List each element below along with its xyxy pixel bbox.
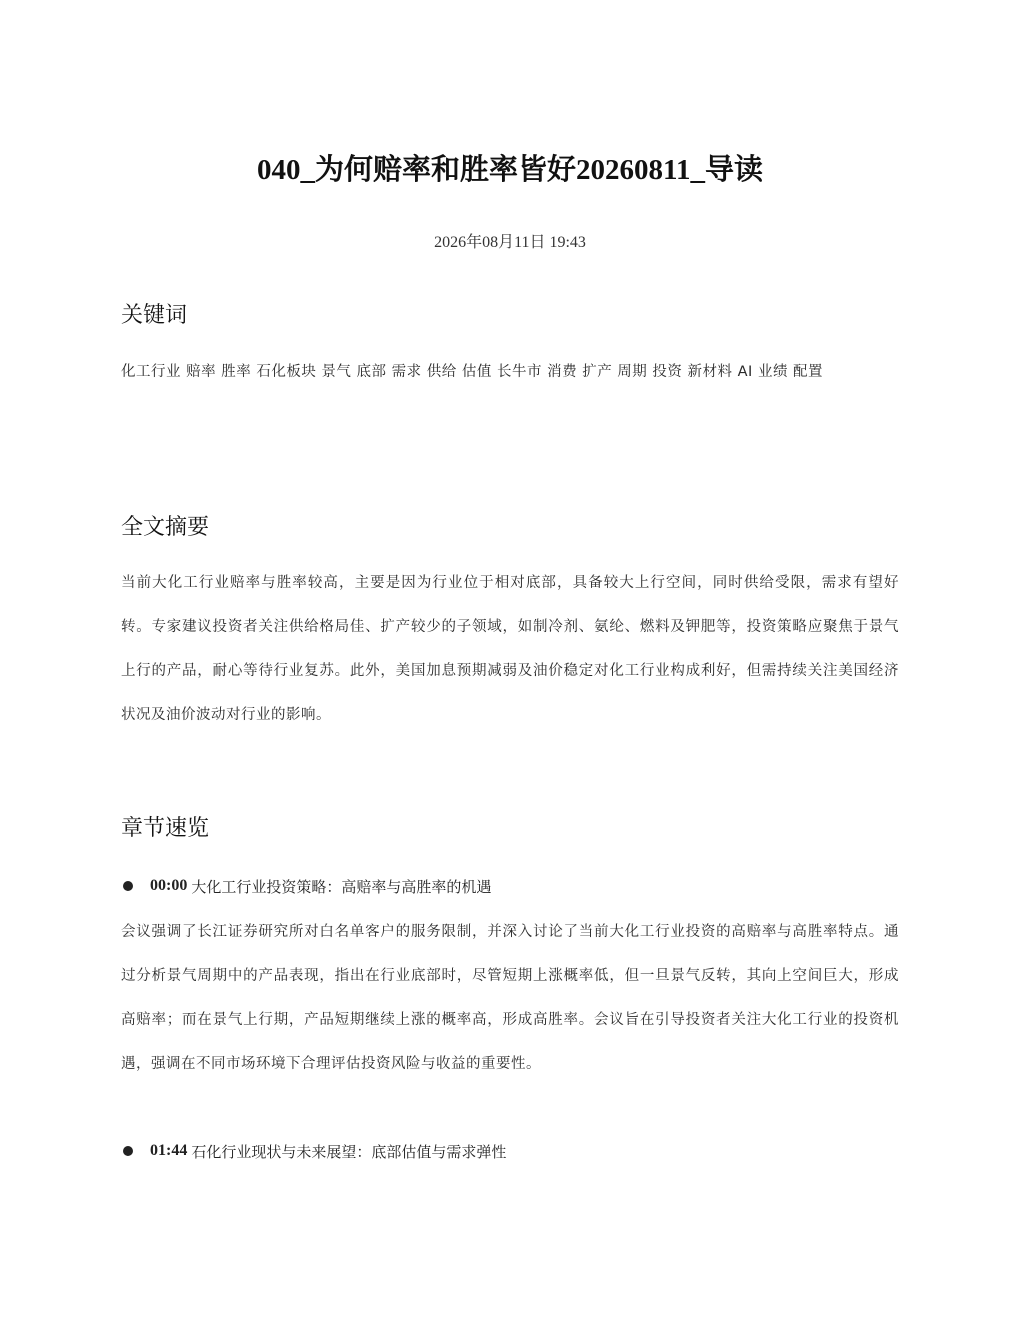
chapter-item [121, 873, 899, 899]
chapter-timestamp: 00:00 [150, 877, 188, 894]
document-title: 040_为何赔率和胜率皆好20260811_导读 [257, 154, 763, 186]
chapter-title: 石化行业现状与未来展望：底部估值与需求弹性 [191, 1142, 507, 1161]
document-date: 2026年08月11日 19:43 [434, 234, 586, 251]
chapter-timestamp: 01:44 [150, 1142, 188, 1159]
chapter-item [121, 1138, 899, 1164]
summary-heading: 全文摘要 [121, 515, 210, 540]
keywords-text: 化工行业 赔率 胜率 石化板块 景气 底部 需求 供给 估值 长牛市 消费 扩产 周期 投资 新材料 AI 业绩 配置 [121, 364, 824, 380]
bullet-icon [123, 1146, 133, 1156]
bullet-icon [123, 881, 133, 891]
chapter-title: 大化工行业投资策略：高赔率与高胜率的机遇 [191, 877, 492, 896]
chapter-description: 会议强调了长江证券研究所对白名单客户的服务限制，并深入讨论了当前大化工行业投资的高赔率与高胜率特点。通过分析景气周期中的产品表现，指出在行业底部时，尽管短期上涨概率低，但一旦景气反转，其向上空间巨大，形成高赔率；而在景气上行期，产品短期继续上涨的概率高，形成高胜率。会议旨在引导投资者关注大化工行业的投资机遇，强调在不同市场环境下合理评估投资风险与收益的重要性。 [121, 924, 899, 1072]
summary-text: 当前大化工行业赔率与胜率较高，主要是因为行业位于相对底部，具备较大上行空间，同时供给受限，需求有望好转。专家建议投资者关注供给格局佳、扩产较少的子领域，如制冷剂、氨纶、燃料及钾肥等，投资策略应聚焦于景气上行的产品，耐心等待行业复苏。此外，美国加息预期减弱及油价稳定对化工行业构成利好，但需持续关注美国经济状况及油价波动对行业的影响。 [121, 575, 899, 723]
chapters-heading: 章节速览 [121, 816, 210, 841]
keywords-heading: 关键词 [121, 303, 188, 328]
